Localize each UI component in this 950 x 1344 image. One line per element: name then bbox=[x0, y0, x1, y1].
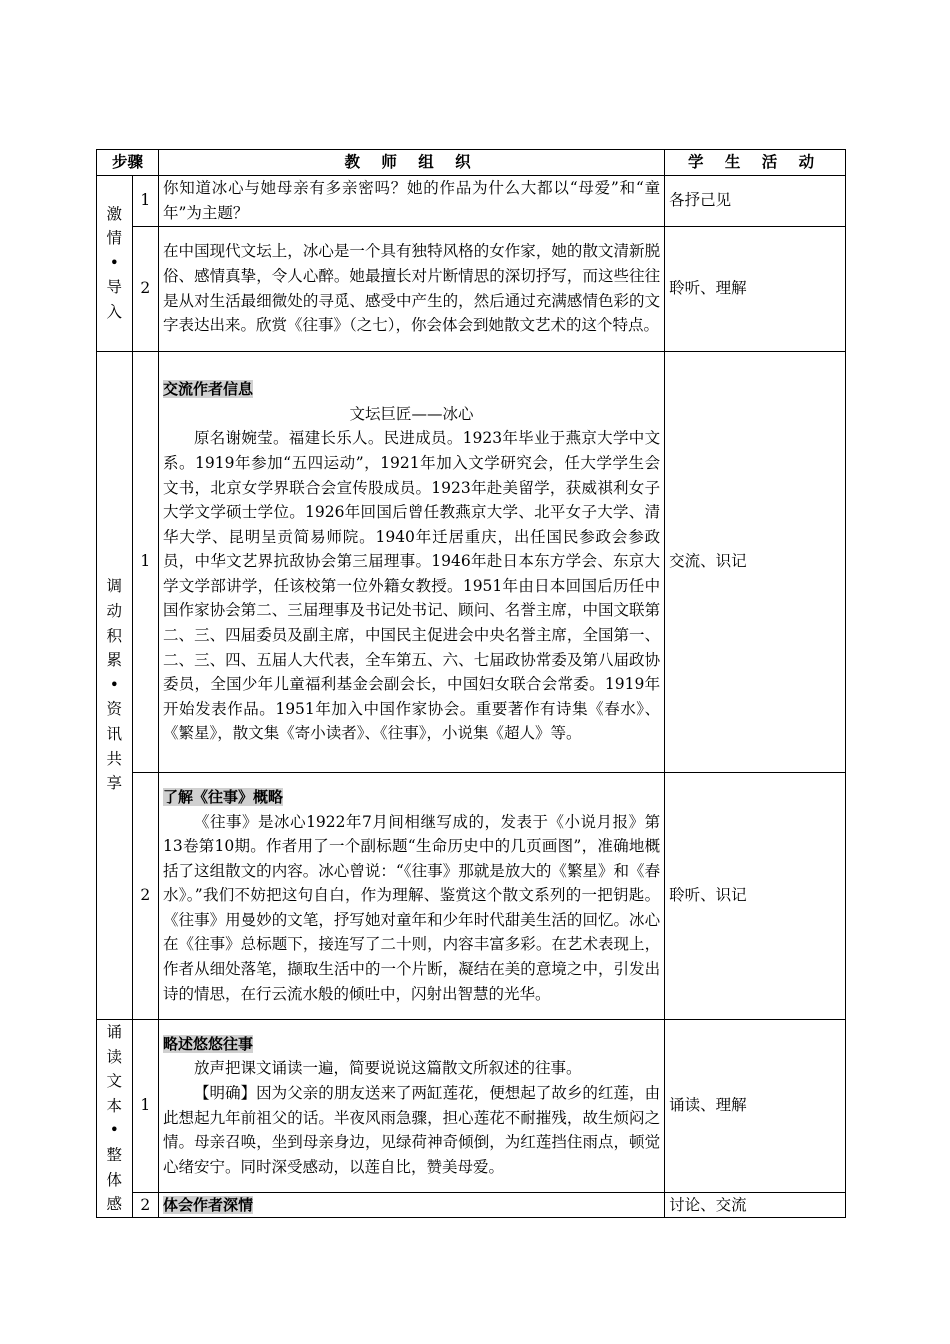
row-number: 2 bbox=[132, 772, 158, 1019]
table-row bbox=[97, 226, 846, 351]
row-number: 1 bbox=[132, 175, 158, 226]
table-header-row bbox=[97, 150, 846, 176]
header-teacher: 教 师 组 织 bbox=[159, 150, 665, 176]
row-number: 2 bbox=[132, 226, 158, 351]
teacher-cell: 在中国现代文坛上，冰心是一个具有独特风格的女作家，她的散文清新脱俗、感情真挚，令人心醉。她最擅长对片断情思的深切抒写，而这些往往是从对生活最细微处的寻觅、感受中产生的，然后通过充满感情色彩的文字表达出来。欣赏《往事》（之七），你会体会到她散文艺术的这个特点。 bbox=[159, 226, 665, 351]
section-body: 《往事》是冰心1922年7月间相继写成的，发表于《小说月报》第13卷第10期。作者用了一个副标题“生命历史中的几页画图”，准确地概括了这组散文的内容。冰心曾说：“《往事》那就是放大的《繁星》和《春水》。”我们不妨把这句自白，作为理解、鉴赏这个散文系列的一把钥匙。《往事》用曼妙的文笔，抒写她对童年和少年时代甜美生活的回忆。冰心在《往事》总标题下，接连写了二十则，内容丰富多彩。在艺术表现上，作者从细处落笔，撷取生活中的一个片断，凝结在美的意境之中，引发出诗的情思，在行云流水般的倾吐中，闪射出智慧的光华。 bbox=[163, 812, 661, 1003]
stage-label-reading: 诵 读 文 本 • 整 体 感 bbox=[97, 1019, 133, 1218]
section-heading: 略述悠悠往事 bbox=[163, 1034, 254, 1053]
student-cell: 讨论、交流 bbox=[665, 1192, 846, 1218]
section-heading: 交流作者信息 bbox=[163, 380, 254, 399]
table-row bbox=[97, 1019, 846, 1192]
section-subtitle: 文坛巨匠——冰心 bbox=[349, 404, 474, 423]
teacher-cell bbox=[159, 772, 665, 1019]
stage-label-intro: 激 情 • 导 入 bbox=[97, 175, 133, 351]
table-row bbox=[97, 1192, 846, 1218]
lesson-plan-table bbox=[96, 149, 846, 1218]
student-cell: 诵读、理解 bbox=[665, 1019, 846, 1192]
row-number: 2 bbox=[132, 1192, 158, 1218]
teacher-cell bbox=[159, 1192, 665, 1218]
section-body: 放声把课文诵读一遍，简要说说这篇散文所叙述的往事。 bbox=[194, 1059, 582, 1078]
student-cell: 聆听、理解 bbox=[665, 226, 846, 351]
teacher-cell: 你知道冰心与她母亲有多亲密吗？她的作品为什么大都以“母爱”和“童年”为主题？ bbox=[159, 175, 665, 226]
table-row bbox=[97, 351, 846, 772]
header-student: 学 生 活 动 bbox=[665, 150, 846, 176]
teacher-cell bbox=[159, 351, 665, 772]
header-step: 步骤 bbox=[97, 150, 159, 176]
row-number: 1 bbox=[132, 1019, 158, 1192]
stage-label-accumulate: 调 动 积 累 • 资 讯 共 享 bbox=[97, 351, 133, 1019]
section-answer: 【明确】因为父亲的朋友送来了两缸莲花，便想起了故乡的红莲，由此想起九年前祖父的话。半夜风雨急骤，担心莲花不耐摧残，故生烦闷之情。母亲召唤，坐到母亲身边，见绿荷神奇倾倒，为红莲挡住雨点，顿觉心绪安宁。同时深受感动，以莲自比，赞美母爱。 bbox=[163, 1084, 661, 1176]
table-row bbox=[97, 772, 846, 1019]
table-row bbox=[97, 175, 846, 226]
section-heading: 体会作者深情 bbox=[163, 1195, 254, 1214]
section-heading: 了解《往事》概略 bbox=[163, 787, 284, 806]
student-cell: 交流、识记 bbox=[665, 351, 846, 772]
row-number: 1 bbox=[132, 351, 158, 772]
student-cell: 各抒己见 bbox=[665, 175, 846, 226]
section-body: 原名谢婉莹。福建长乐人。民进成员。1923年毕业于燕京大学中文系。1919年参加“五四运动”，1921年加入文学研究会，任大学学生会文书，北京女学界联合会宣传股成员。1923年赴美留学，获威祺利女子大学文学硕士学位。1926年回国后曾任教燕京大学、北平女子大学、清华大学、昆明呈贡简易师院。1940年迁居重庆，出任国民参政会参政员，中华文艺界抗敌协会第三届理事。1946年赴日本东方学会、东京大学文学部讲学，任该校第一位外籍女教授。1951年由日本回国后历任中国作家协会第二、三届理事及书记处书记、顾问、名誉主席，中国文联第二、三、四届委员及副主席，中国民主促进会中央名誉主席，全国第一、二、三、四、五届人大代表，全车第五、六、七届政协常委及第八届政协委员，全国少年儿童福利基金会副会长，中国妇女联合会常委。1919年开始发表作品。1951年加入中国作家协会。重要著作有诗集《春水》、《繁星》，散文集《寄小读者》、《往事》，小说集《超人》等。 bbox=[163, 429, 661, 743]
teacher-cell bbox=[159, 1019, 665, 1192]
student-cell: 聆听、识记 bbox=[665, 772, 846, 1019]
